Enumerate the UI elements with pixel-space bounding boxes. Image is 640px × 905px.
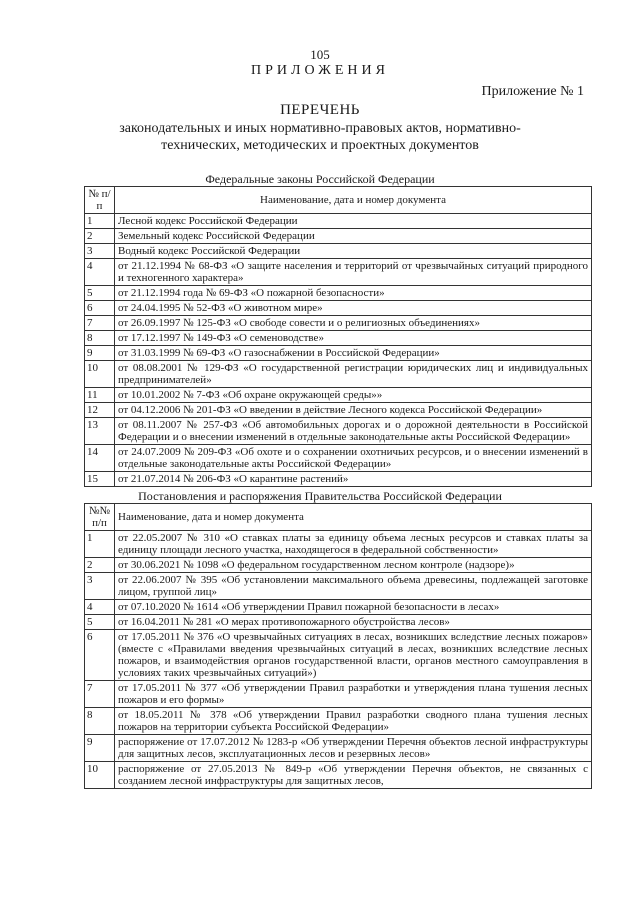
document-entry: от 17.05.2011 № 377 «Об утверждении Правил разработки и утверждения плана тушения лесных пожаров и его формы» bbox=[115, 681, 592, 708]
row-number: 6 bbox=[85, 630, 115, 681]
column-header-number: № п/п bbox=[85, 187, 115, 214]
table-row bbox=[85, 403, 592, 418]
row-number: 1 bbox=[85, 531, 115, 558]
row-number: 9 bbox=[85, 735, 115, 762]
document-entry: от 21.07.2014 № 206-ФЗ «О карантине растений» bbox=[115, 472, 592, 487]
row-number: 6 bbox=[85, 301, 115, 316]
table-row bbox=[85, 316, 592, 331]
column-header-number: №№ п/п bbox=[85, 504, 115, 531]
table-row bbox=[85, 708, 592, 735]
table-row bbox=[85, 286, 592, 301]
table-row bbox=[85, 573, 592, 600]
document-entry: Земельный кодекс Российской Федерации bbox=[115, 229, 592, 244]
table-row bbox=[85, 418, 592, 445]
table-row bbox=[85, 762, 592, 789]
row-number: 10 bbox=[85, 361, 115, 388]
table-row bbox=[85, 346, 592, 361]
federal-laws-table bbox=[84, 186, 592, 487]
document-entry: от 17.12.1997 № 149-ФЗ «О семеноводстве» bbox=[115, 331, 592, 346]
row-number: 1 bbox=[85, 214, 115, 229]
row-number: 15 bbox=[85, 472, 115, 487]
document-entry: от 07.10.2020 № 1614 «Об утверждении Правил пожарной безопасности в лесах» bbox=[115, 600, 592, 615]
table-row bbox=[85, 472, 592, 487]
table-row bbox=[85, 600, 592, 615]
table-row bbox=[85, 259, 592, 286]
appendix-label: Приложение № 1 bbox=[481, 84, 584, 99]
table-row bbox=[85, 531, 592, 558]
document-entry: от 22.06.2007 № 395 «Об установлении максимального объема древесины, подлежащей заготовке лицом, группой лиц» bbox=[115, 573, 592, 600]
document-entry: Лесной кодекс Российской Федерации bbox=[115, 214, 592, 229]
table-row bbox=[85, 388, 592, 403]
row-number: 8 bbox=[85, 331, 115, 346]
document-heading: ПЕРЕЧЕНЬ bbox=[280, 102, 360, 118]
table-row bbox=[85, 615, 592, 630]
document-entry: от 10.01.2002 № 7-ФЗ «Об охране окружающей среды»» bbox=[115, 388, 592, 403]
document-entry: от 16.04.2011 № 281 «О мерах противопожарного обустройства лесов» bbox=[115, 615, 592, 630]
document-entry: от 18.05.2011 № 378 «Об утверждении Правил разработки сводного плана тушения лесных пожаров на территории субъекта Российской Федерации» bbox=[115, 708, 592, 735]
row-number: 14 bbox=[85, 445, 115, 472]
row-number: 3 bbox=[85, 244, 115, 259]
federal-laws-title: Федеральные законы Российской Федерации bbox=[205, 172, 435, 186]
column-header-name: Наименование, дата и номер документа bbox=[115, 187, 592, 214]
document-entry: от 17.05.2011 № 376 «О чрезвычайных ситуациях в лесах, возникших вследствие лесных пожаров» (вместе с «Правилами введения чрезвычайных ситуаций в лесах, возникших вследствие лесных пожаров, и взаимодействия органов государственной власти, органов местного самоуправления в условиях таких чрезвычайных ситуаций») bbox=[115, 630, 592, 681]
document-entry: от 08.08.2001 № 129-ФЗ «О государственной регистрации юридических лиц и индивидуальных предпринимателей» bbox=[115, 361, 592, 388]
document-entry: от 30.06.2021 № 1098 «О федеральном государственном лесном контроле (надзоре)» bbox=[115, 558, 592, 573]
row-number: 4 bbox=[85, 600, 115, 615]
government-acts-body bbox=[85, 531, 592, 789]
table-row bbox=[85, 558, 592, 573]
row-number: 10 bbox=[85, 762, 115, 789]
table-row bbox=[85, 735, 592, 762]
row-number: 11 bbox=[85, 388, 115, 403]
row-number: 2 bbox=[85, 558, 115, 573]
table-header-row bbox=[85, 187, 592, 214]
document-entry: от 22.05.2007 № 310 «О ставках платы за единицу объема лесных ресурсов и ставках платы за единицу площади лесного участка, находящегося в федеральной собственности» bbox=[115, 531, 592, 558]
row-number: 13 bbox=[85, 418, 115, 445]
table-row bbox=[85, 301, 592, 316]
table-row bbox=[85, 214, 592, 229]
table-row bbox=[85, 229, 592, 244]
table-row bbox=[85, 630, 592, 681]
document-entry: от 08.11.2007 № 257-ФЗ «Об автомобильных дорогах и о дорожной деятельности в Российской Федерации и о внесении изменений в отдельные законодательные акты Российской Федерации» bbox=[115, 418, 592, 445]
row-number: 5 bbox=[85, 615, 115, 630]
table-row bbox=[85, 331, 592, 346]
document-entry: от 26.09.1997 № 125-ФЗ «О свободе совести и о религиозных объединениях» bbox=[115, 316, 592, 331]
table-row bbox=[85, 445, 592, 472]
row-number: 3 bbox=[85, 573, 115, 600]
row-number: 7 bbox=[85, 681, 115, 708]
table-row bbox=[85, 244, 592, 259]
table-row bbox=[85, 681, 592, 708]
column-header-name: Наименование, дата и номер документа bbox=[115, 504, 592, 531]
document-entry: от 24.07.2009 № 209-ФЗ «Об охоте и о сохранении охотничьих ресурсов, и о внесении изменений в отдельные законодательные акты Российской Федерации» bbox=[115, 445, 592, 472]
government-acts-title: Постановления и распоряжения Правительства Российской Федерации bbox=[138, 489, 502, 503]
document-entry: от 31.03.1999 № 69-ФЗ «О газоснабжении в Российской Федерации» bbox=[115, 346, 592, 361]
document-entry: распоряжение от 27.05.2013 № 849-р «Об утверждении Перечня объектов, не связанных с созданием лесной инфраструктуры для защитных лесов, bbox=[115, 762, 592, 789]
government-acts-table bbox=[84, 503, 592, 789]
row-number: 7 bbox=[85, 316, 115, 331]
document-entry: от 21.12.1994 года № 69-ФЗ «О пожарной безопасности» bbox=[115, 286, 592, 301]
document-entry: Водный кодекс Российской Федерации bbox=[115, 244, 592, 259]
row-number: 8 bbox=[85, 708, 115, 735]
federal-laws-body bbox=[85, 214, 592, 487]
row-number: 9 bbox=[85, 346, 115, 361]
document-entry: от 04.12.2006 № 201-ФЗ «О введении в действие Лесного кодекса Российской Федерации» bbox=[115, 403, 592, 418]
document-entry: от 24.04.1995 № 52-ФЗ «О животном мире» bbox=[115, 301, 592, 316]
row-number: 12 bbox=[85, 403, 115, 418]
row-number: 5 bbox=[85, 286, 115, 301]
document-entry: распоряжение от 17.07.2012 № 1283-р «Об утверждении Перечня объектов лесной инфраструктуры для защитных лесов, эксплуатационных лесов и резервных лесов» bbox=[115, 735, 592, 762]
page-number: 105 bbox=[310, 47, 330, 62]
document-subtitle: законодательных и иных нормативно-правовых актов, нормативно-технических, методических и проектных документов bbox=[119, 121, 521, 153]
row-number: 2 bbox=[85, 229, 115, 244]
table-row bbox=[85, 361, 592, 388]
row-number: 4 bbox=[85, 259, 115, 286]
table-header-row bbox=[85, 504, 592, 531]
document-entry: от 21.12.1994 № 68-ФЗ «О защите населения и территорий от чрезвычайных ситуаций природного и техногенного характера» bbox=[115, 259, 592, 286]
section-heading: ПРИЛОЖЕНИЯ bbox=[251, 63, 389, 78]
